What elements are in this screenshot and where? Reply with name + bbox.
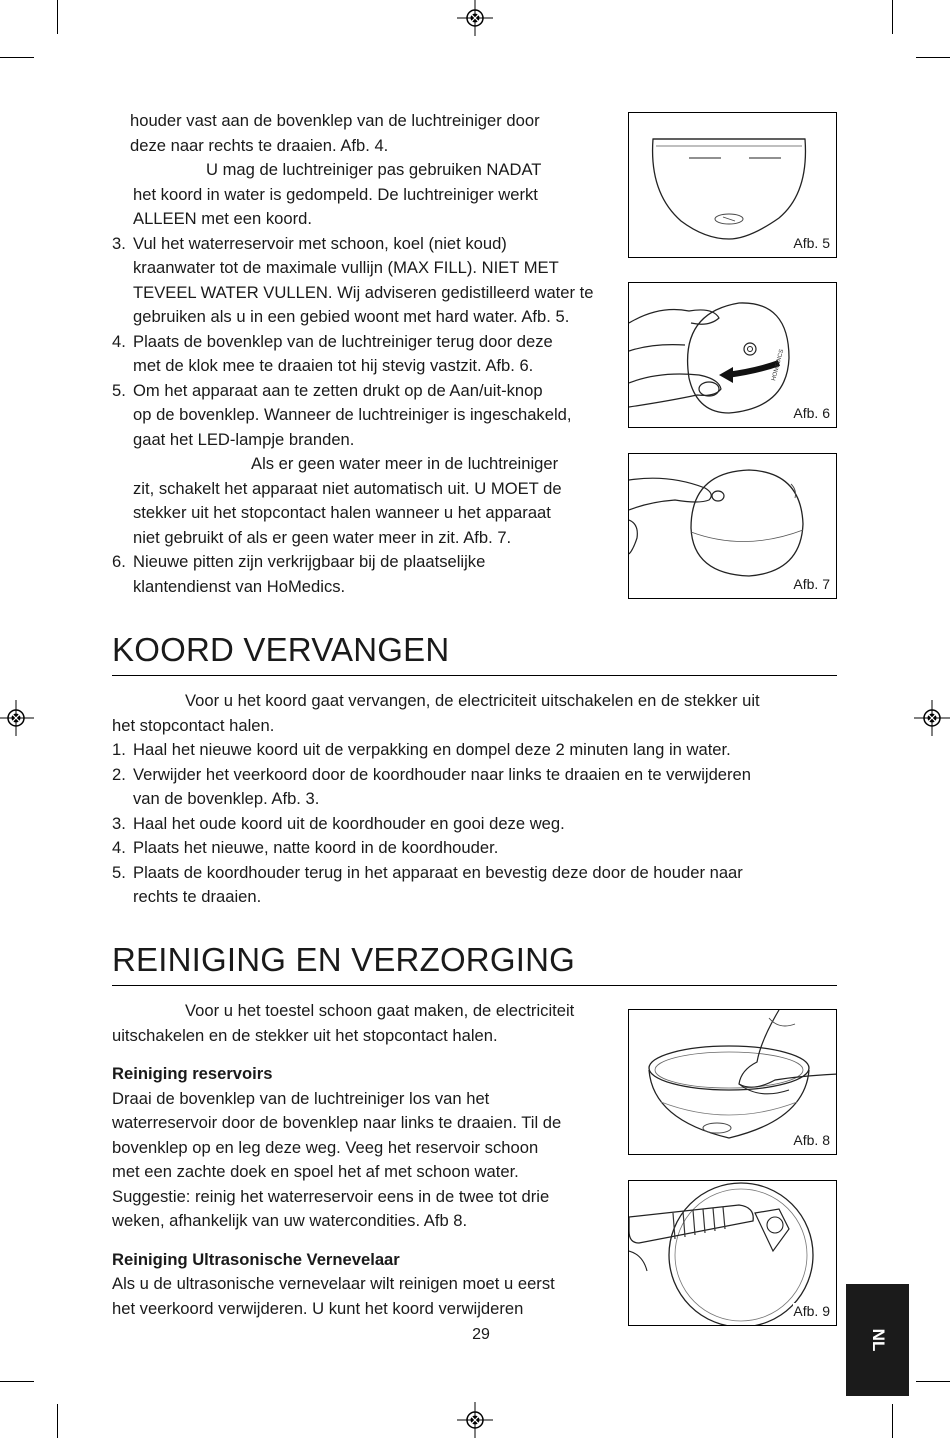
list-item: 4. Plaats de bovenklep van de luchtreiniger terug door deze met de klok mee te draaien tot hij stevig vastzit. Afb. 6. xyxy=(112,331,553,375)
top-column xyxy=(112,109,624,599)
crop-mark xyxy=(0,57,34,58)
language-tab xyxy=(846,1284,909,1396)
crop-mark xyxy=(916,57,950,58)
subheading-vernevelaar: Reiniging Ultrasonische Vernevelaar xyxy=(112,1249,400,1269)
section-rule xyxy=(112,675,837,676)
section-reiniging-body: Voor u het toestel schoon gaat maken, de electriciteit uitschakelen en de stekker uit het stopcontact halen. Reiniging reservoirs Draai de bovenklep van de luchtreiniger los van het waterreservoir door de bovenklep naar links te draaien. Til de bovenklep op en leg deze weg. Veeg het reservoir schoon met een zachte doek en spoel het af met schoon water. Suggestie: reinig het waterreservoir eens in de twee tot drie weken, afhankelijk van uw watercondities. Afb 8. Reiniging Ultrasonische Vernevelaar Als u de ultrasonische vernevelaar wilt reinigen moet u eerst het veerkoord verwijderen. U kunt het koord verwijderen xyxy=(112,999,624,1321)
list-item: 2. Verwijder het veerkoord door de koordhouder naar links te draaien en te verwijderen van de bovenklep. Afb. 3. xyxy=(112,764,752,808)
svg-text:HOMEDICS: HOMEDICS xyxy=(771,348,786,382)
figure-afb5: Afb. 5 xyxy=(628,112,837,258)
crop-mark xyxy=(57,0,58,34)
registration-mark-icon xyxy=(914,700,950,736)
list-item: 6. Nieuwe pitten zijn verkrijgbaar bij de plaatselijke klantendienst van HoMedics. xyxy=(112,552,486,596)
section-title-koord: KOORD VERVANGEN xyxy=(112,631,450,668)
list-item: 4. Plaats het nieuwe, natte koord in de koordhouder. xyxy=(112,838,499,857)
crop-mark xyxy=(892,1404,893,1438)
figure-afb7: Afb. 7 xyxy=(628,453,837,599)
para-continued: houder vast aan de bovenklep van de luchtreiniger door deze naar rechts te draaien. Afb. 4. xyxy=(130,111,540,155)
list-item: 3. Haal het oude koord uit de koordhouder en gooi deze weg. xyxy=(112,813,565,833)
list-item: 5. Om het apparaat aan te zetten drukt op de Aan/uit-knop op de bovenklep. Wanneer de luchtreiniger is ingeschakeld, gaat het LED-lampje branden. xyxy=(112,380,572,449)
section-rule xyxy=(112,985,837,986)
language-tab-label: NL xyxy=(868,1328,888,1352)
figure-afb6: HOMEDICS Afb. 6 xyxy=(628,282,837,428)
subheading-reservoirs: Reiniging reservoirs xyxy=(112,1064,273,1083)
page-number: 29 xyxy=(472,1326,490,1343)
registration-mark-icon xyxy=(457,0,493,36)
registration-mark-icon xyxy=(457,1402,493,1438)
list-item: 3. Vul het waterreservoir met schoon, koel (niet koud) kraanwater tot de maximale vullijn (MAX FILL). NIET MET TEVEEL WATER VULLEN. Wij adviseren gedistilleerd water te gebruiken als u in een gebied woont met hard water. Afb. 5. xyxy=(112,233,594,326)
crop-mark xyxy=(0,1381,34,1382)
figure-afb9: Afb. 9 xyxy=(628,1180,837,1326)
note-cord-required: U mag de luchtreiniger pas gebruiken NADAT het koord in water is gedompeld. De luchtreiniger werkt ALLEEN met een koord. xyxy=(133,160,542,228)
section-koord-body: Voor u het koord gaat vervangen, de electriciteit uitschakelen en de stekker uit het stopcontact halen. 1. Haal het nieuwe koord uit de verpakking en dompel deze 2 minuten lang in water. 2. Verwijder het veerkoord door de koordhouder naar links te draaien en te verwijderen van de bovenklep. Afb. 3. 3. Haal het oude koord uit de koordhouder en gooi deze weg. 4. Plaats het nieuwe, natte koord in de koordhouder. 5. Plaats de koordhouder terug in het apparaat en bevestig deze door de houder naar rechts te draaien. xyxy=(112,689,837,910)
crop-mark xyxy=(892,0,893,34)
crop-mark xyxy=(916,1381,950,1382)
crop-mark xyxy=(57,1404,58,1438)
registration-mark-icon xyxy=(0,700,34,736)
section-title-reiniging: REINIGING EN VERZORGING xyxy=(112,941,575,978)
list-item: 5. Plaats de koordhouder terug in het apparaat en bevestig deze door de houder naar rechts te draaien. xyxy=(112,862,743,906)
figure-afb8: Afb. 8 xyxy=(628,1009,837,1155)
note-auto-off: Als er geen water meer in de luchtreiniger zit, schakelt het apparaat niet automatisch uit. U MOET de stekker uit het stopcontact halen wanneer u het apparaat niet gebruikt of als er geen water meer in zit. Afb. 7. xyxy=(133,454,562,547)
list-item: 1. Haal het nieuwe koord uit de verpakking en dompel deze 2 minuten lang in water. xyxy=(112,740,731,759)
